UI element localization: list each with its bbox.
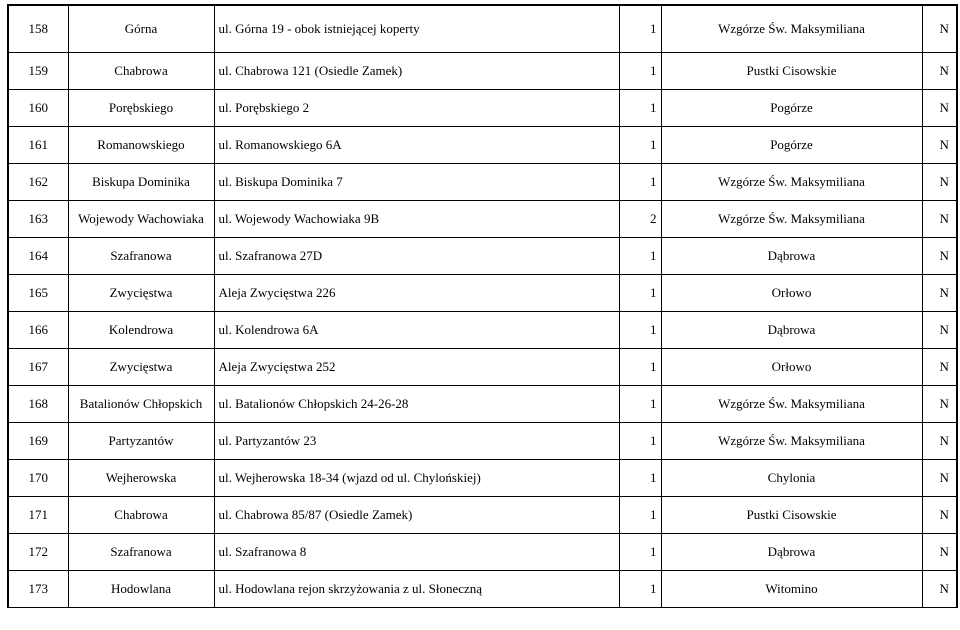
item-count: 1 [619, 534, 661, 571]
item-count: 1 [619, 460, 661, 497]
street-name: Zwycięstwa [68, 349, 214, 386]
district-name: Pustki Cisowskie [661, 497, 922, 534]
street-name: Zwycięstwa [68, 275, 214, 312]
row-number: 161 [8, 127, 68, 164]
district-name: Dąbrowa [661, 312, 922, 349]
street-name: Hodowlana [68, 571, 214, 608]
street-name: Kolendrowa [68, 312, 214, 349]
location-address: ul. Chabrowa 85/87 (Osiedle Zamek) [214, 497, 619, 534]
district-name: Dąbrowa [661, 534, 922, 571]
status-flag: N [922, 164, 957, 201]
street-name: Romanowskiego [68, 127, 214, 164]
row-number: 167 [8, 349, 68, 386]
district-name: Wzgórze Św. Maksymiliana [661, 423, 922, 460]
item-count: 1 [619, 386, 661, 423]
status-flag: N [922, 534, 957, 571]
item-count: 1 [619, 423, 661, 460]
item-count: 1 [619, 238, 661, 275]
table-row [8, 238, 957, 275]
street-name: Wojewody Wachowiaka [68, 201, 214, 238]
table-row [8, 275, 957, 312]
table-row [8, 386, 957, 423]
location-address: ul. Wejherowska 18-34 (wjazd od ul. Chylońskiej) [214, 460, 619, 497]
status-flag: N [922, 53, 957, 90]
table-row [8, 497, 957, 534]
district-name: Orłowo [661, 275, 922, 312]
location-address: ul. Hodowlana rejon skrzyżowania z ul. Słoneczną [214, 571, 619, 608]
status-flag: N [922, 571, 957, 608]
status-flag: N [922, 5, 957, 53]
table-row [8, 349, 957, 386]
district-name: Witomino [661, 571, 922, 608]
district-name: Wzgórze Św. Maksymiliana [661, 201, 922, 238]
location-address: ul. Wojewody Wachowiaka 9B [214, 201, 619, 238]
street-name: Partyzantów [68, 423, 214, 460]
item-count: 2 [619, 201, 661, 238]
status-flag: N [922, 349, 957, 386]
location-address: ul. Kolendrowa 6A [214, 312, 619, 349]
row-number: 159 [8, 53, 68, 90]
district-name: Wzgórze Św. Maksymiliana [661, 386, 922, 423]
district-name: Chylonia [661, 460, 922, 497]
street-name: Szafranowa [68, 238, 214, 275]
status-flag: N [922, 312, 957, 349]
row-number: 166 [8, 312, 68, 349]
table-row [8, 312, 957, 349]
street-name: Wejherowska [68, 460, 214, 497]
location-address: ul. Romanowskiego 6A [214, 127, 619, 164]
status-flag: N [922, 238, 957, 275]
item-count: 1 [619, 127, 661, 164]
item-count: 1 [619, 275, 661, 312]
table-row [8, 201, 957, 238]
district-name: Wzgórze Św. Maksymiliana [661, 164, 922, 201]
location-address: ul. Górna 19 - obok istniejącej koperty [214, 5, 619, 53]
item-count: 1 [619, 349, 661, 386]
location-address: ul. Szafranowa 27D [214, 238, 619, 275]
row-number: 172 [8, 534, 68, 571]
district-name: Pogórze [661, 127, 922, 164]
row-number: 164 [8, 238, 68, 275]
table-row [8, 90, 957, 127]
status-flag: N [922, 90, 957, 127]
row-number: 173 [8, 571, 68, 608]
item-count: 1 [619, 5, 661, 53]
street-name: Porębskiego [68, 90, 214, 127]
item-count: 1 [619, 497, 661, 534]
item-count: 1 [619, 571, 661, 608]
table-row [8, 534, 957, 571]
district-name: Pogórze [661, 90, 922, 127]
row-number: 163 [8, 201, 68, 238]
row-number: 169 [8, 423, 68, 460]
status-flag: N [922, 386, 957, 423]
status-flag: N [922, 275, 957, 312]
street-name: Chabrowa [68, 53, 214, 90]
row-number: 160 [8, 90, 68, 127]
status-flag: N [922, 201, 957, 238]
item-count: 1 [619, 164, 661, 201]
table-row [8, 127, 957, 164]
table-row [8, 423, 957, 460]
district-name: Wzgórze Św. Maksymiliana [661, 5, 922, 53]
item-count: 1 [619, 312, 661, 349]
street-name: Górna [68, 5, 214, 53]
row-number: 158 [8, 5, 68, 53]
location-address: ul. Chabrowa 121 (Osiedle Zamek) [214, 53, 619, 90]
street-name: Batalionów Chłopskich [68, 386, 214, 423]
row-number: 165 [8, 275, 68, 312]
table-row [8, 460, 957, 497]
row-number: 170 [8, 460, 68, 497]
row-number: 168 [8, 386, 68, 423]
status-flag: N [922, 423, 957, 460]
location-address: ul. Partyzantów 23 [214, 423, 619, 460]
district-name: Orłowo [661, 349, 922, 386]
status-flag: N [922, 497, 957, 534]
item-count: 1 [619, 53, 661, 90]
location-address: ul. Biskupa Dominika 7 [214, 164, 619, 201]
table-row [8, 53, 957, 90]
location-address: Aleja Zwycięstwa 252 [214, 349, 619, 386]
table-row [8, 164, 957, 201]
district-name: Dąbrowa [661, 238, 922, 275]
location-address: ul. Porębskiego 2 [214, 90, 619, 127]
location-address: ul. Batalionów Chłopskich 24-26-28 [214, 386, 619, 423]
status-flag: N [922, 127, 957, 164]
district-name: Pustki Cisowskie [661, 53, 922, 90]
address-table [7, 4, 958, 608]
table-body [8, 5, 957, 608]
table-row [8, 571, 957, 608]
street-name: Biskupa Dominika [68, 164, 214, 201]
row-number: 162 [8, 164, 68, 201]
street-name: Chabrowa [68, 497, 214, 534]
street-name: Szafranowa [68, 534, 214, 571]
item-count: 1 [619, 90, 661, 127]
row-number: 171 [8, 497, 68, 534]
status-flag: N [922, 460, 957, 497]
location-address: Aleja Zwycięstwa 226 [214, 275, 619, 312]
location-address: ul. Szafranowa 8 [214, 534, 619, 571]
table-row [8, 5, 957, 53]
